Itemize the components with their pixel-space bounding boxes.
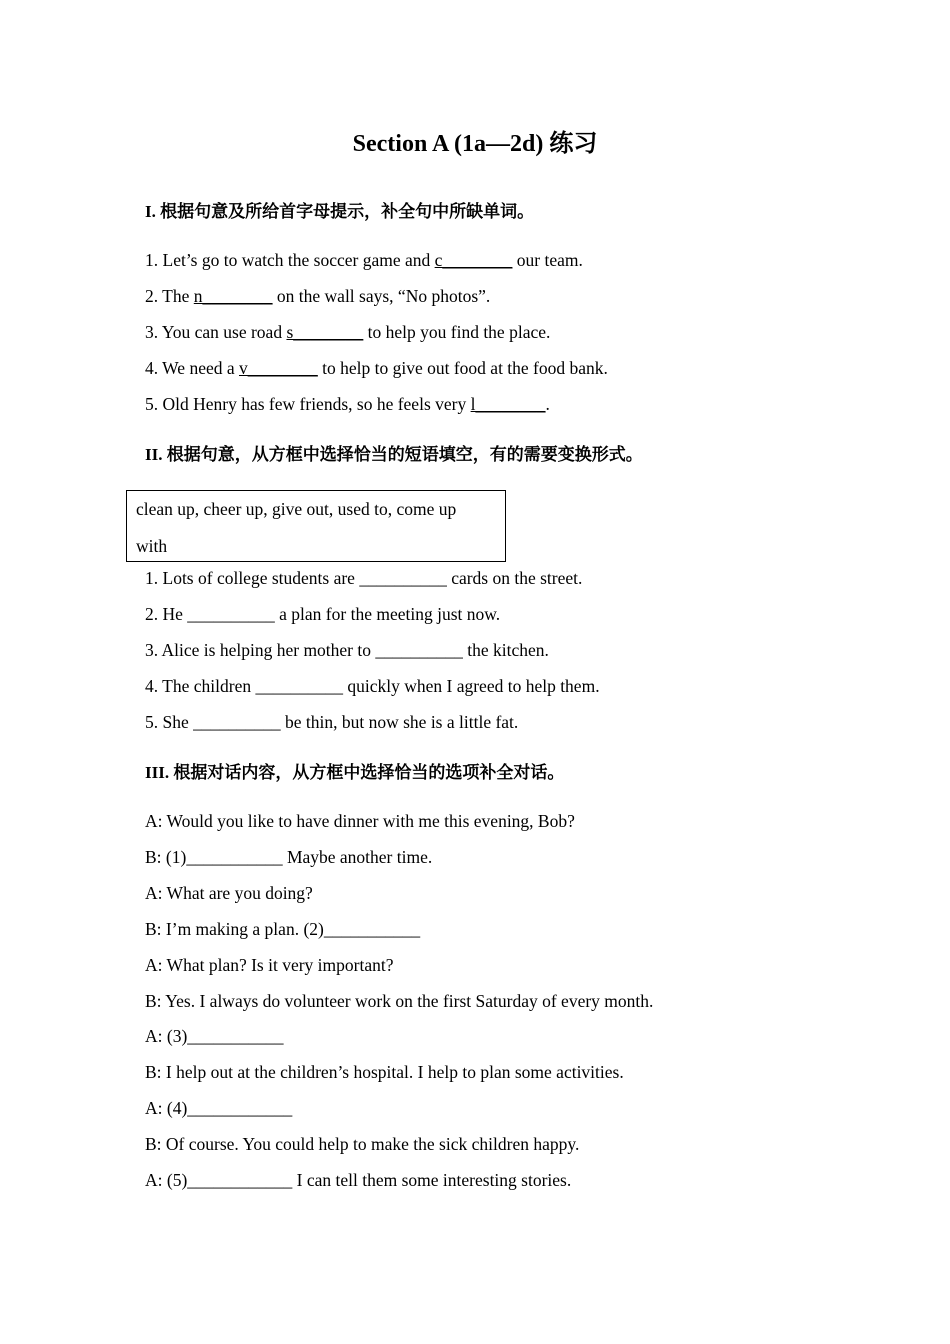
section-2-item: 5. She __________ be thin, but now she is a little fat.	[145, 712, 519, 732]
section-2-item: 2. He __________ a plan for the meeting just now.	[145, 604, 501, 624]
section-1-item: 5. Old Henry has few friends, so he feels very l________.	[145, 394, 550, 414]
dialogue-line: A: What plan? Is it very important?	[145, 955, 394, 975]
section-1-item: 1. Let’s go to watch the soccer game and c________ our team.	[145, 250, 583, 270]
section-2-item: 4. The children __________ quickly when I agreed to help them.	[145, 676, 600, 696]
dialogue-line: A: Would you like to have dinner with me this evening, Bob?	[145, 811, 575, 831]
dialogue-line: B: Yes. I always do volunteer work on the first Saturday of every month.	[145, 991, 654, 1011]
dialogue-line: A: (5)____________ I can tell them some interesting stories.	[145, 1170, 572, 1190]
section-1-item: 2. The n________ on the wall says, “No photos”.	[145, 286, 491, 306]
dialogue-line: A: (3)___________	[145, 1026, 284, 1046]
dialogue-line: A: What are you doing?	[145, 883, 313, 903]
section-1-item: 4. We need a v________ to help to give out food at the food bank.	[145, 358, 608, 378]
section-2-item: 1. Lots of college students are __________ cards on the street.	[145, 568, 583, 588]
section-3-heading: III. 根据对话内容，从方框中选择恰当的选项补全对话。	[145, 763, 565, 782]
dialogue-line: A: (4)____________	[145, 1098, 293, 1118]
dialogue-line: B: I’m making a plan. (2)___________	[145, 919, 421, 939]
section-2-heading: II. 根据句意，从方框中选择恰当的短语填空，有的需要变换形式。	[145, 445, 643, 464]
section-1-item: 3. You can use road s________ to help you find the place.	[145, 322, 551, 342]
phrase-box-line: clean up, cheer up, give out, used to, come up	[136, 499, 457, 519]
section-2-item: 3. Alice is helping her mother to __________ the kitchen.	[145, 640, 549, 660]
phrase-box	[126, 490, 506, 562]
dialogue-line: B: Of course. You could help to make the sick children happy.	[145, 1134, 580, 1154]
page-title: Section A (1a—2d) 练习	[352, 131, 598, 157]
section-1-heading: I. 根据句意及所给首字母提示，补全句中所缺单词。	[145, 202, 535, 221]
dialogue-line: B: I help out at the children’s hospital. I help to plan some activities.	[145, 1062, 624, 1082]
dialogue-line: B: (1)___________ Maybe another time.	[145, 847, 433, 867]
phrase-box-line: with	[136, 536, 168, 556]
